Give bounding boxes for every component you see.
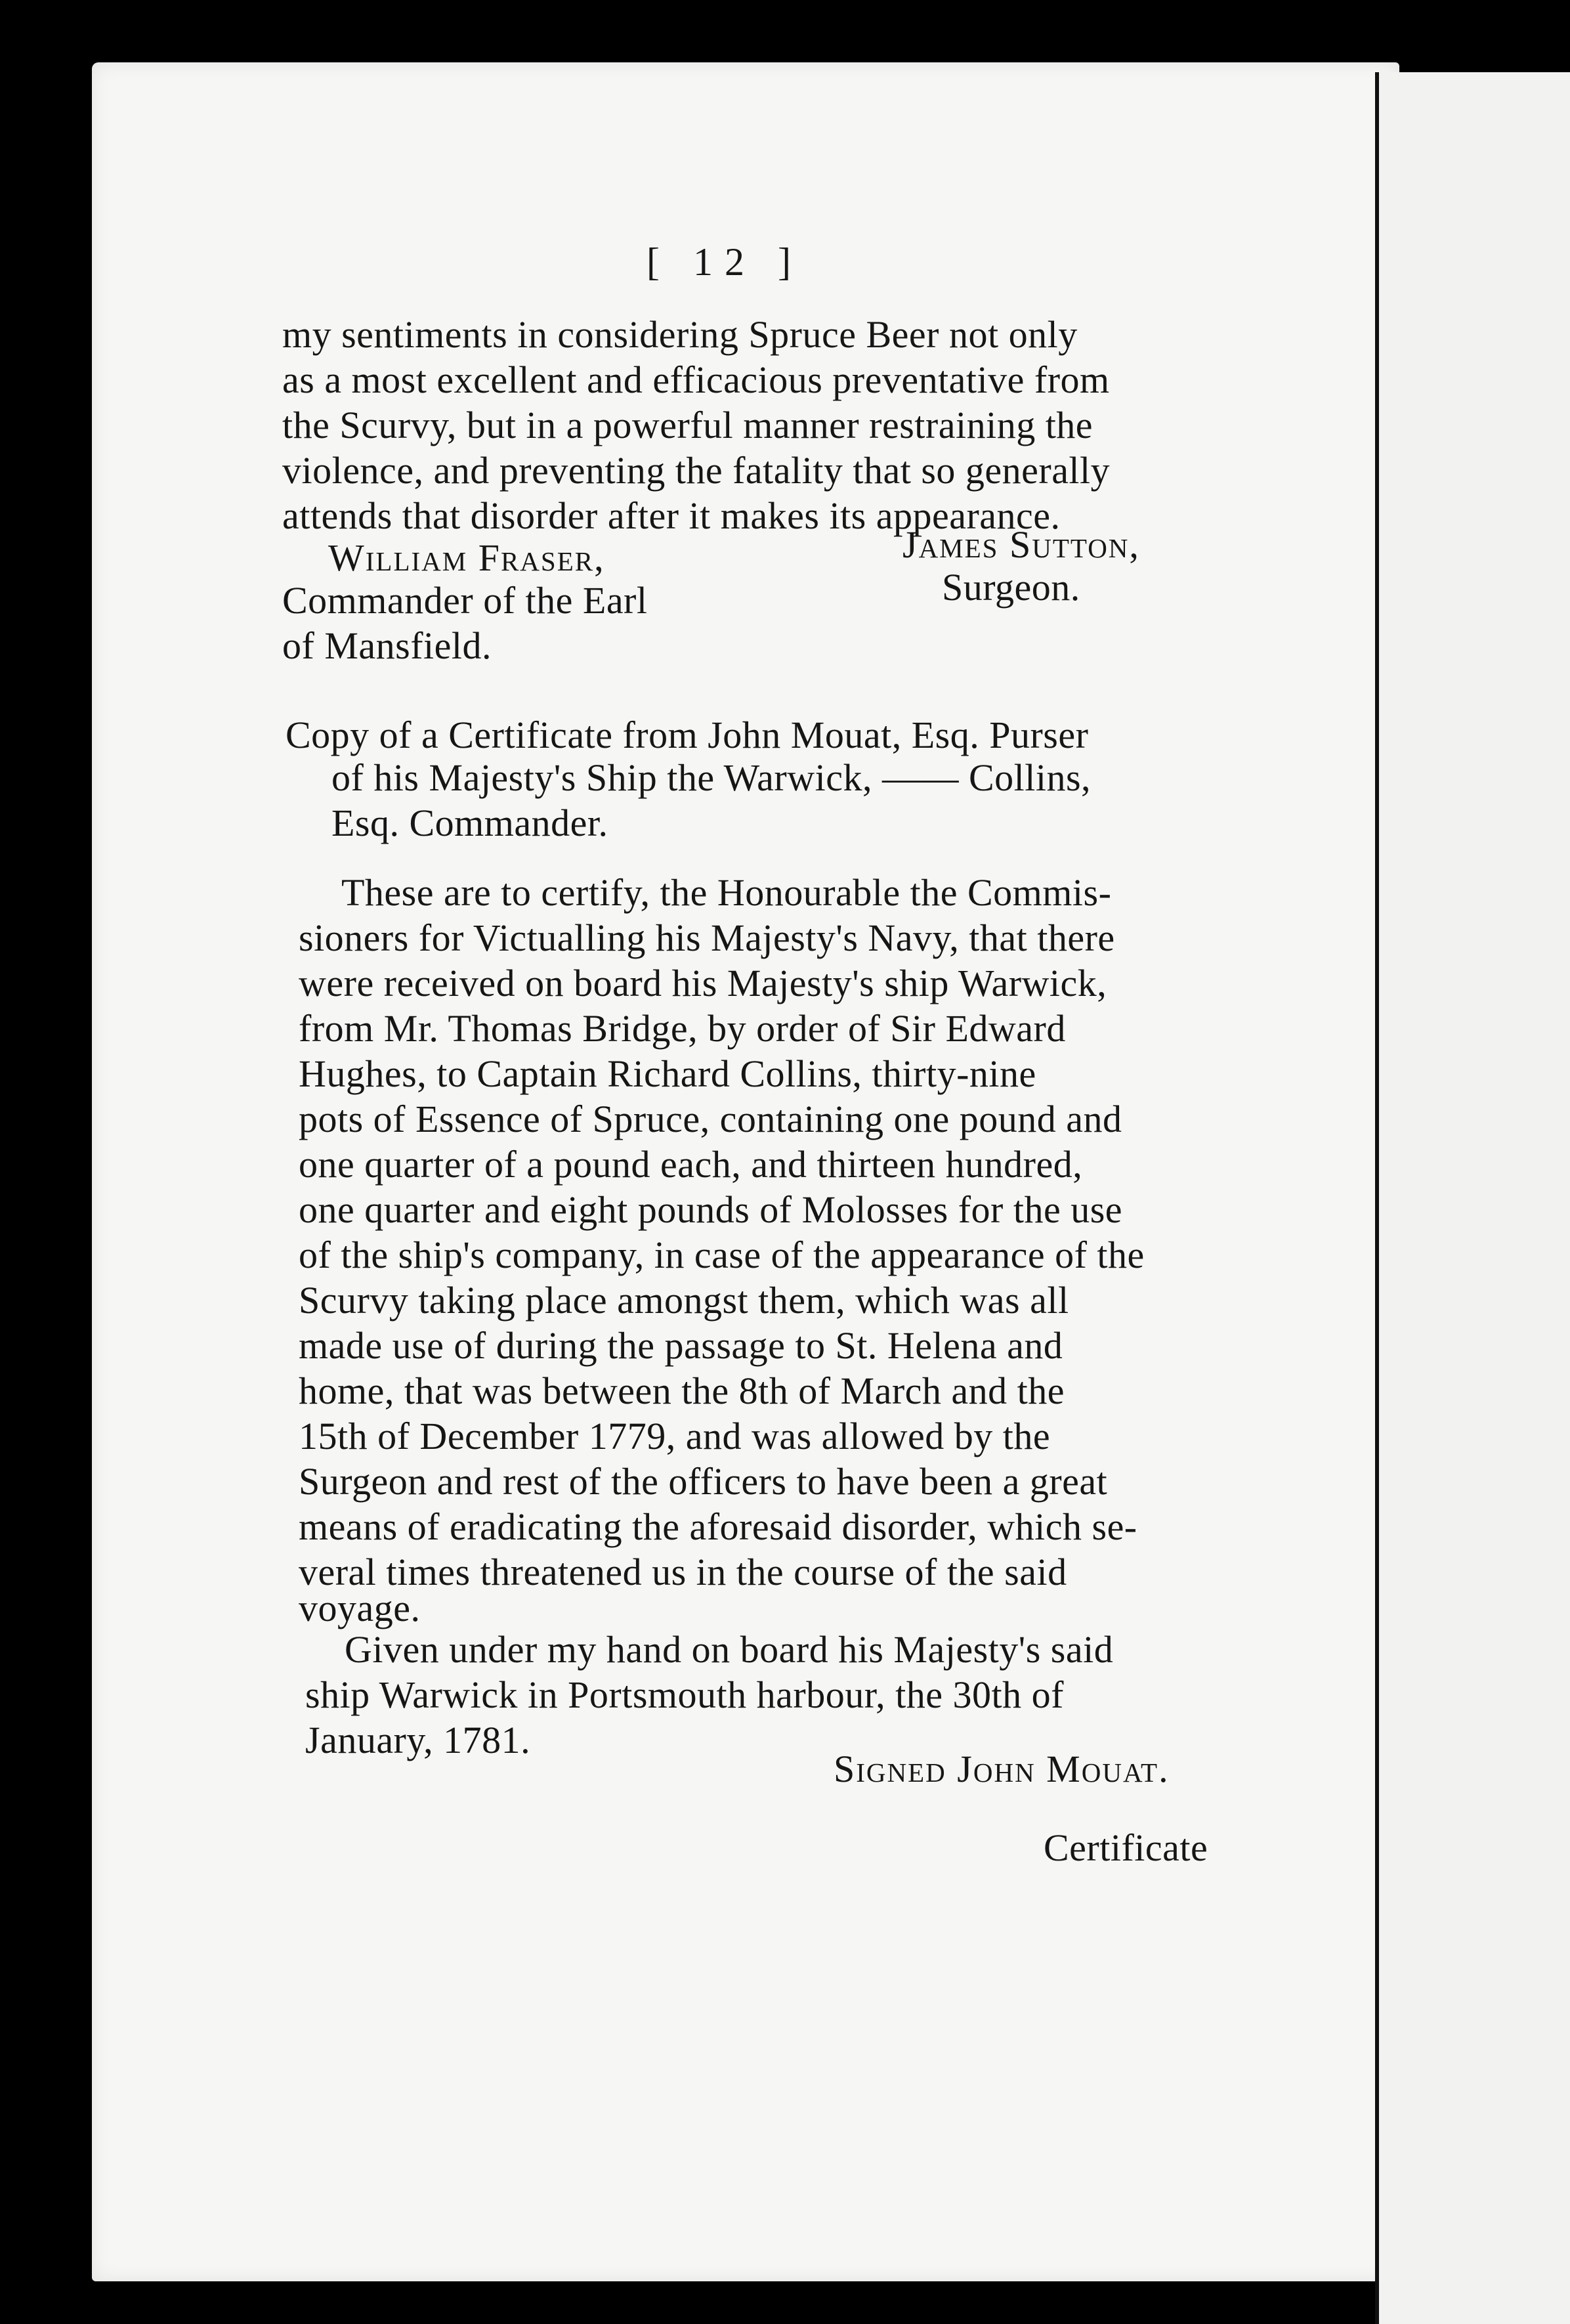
paragraph-line: Hughes, to Captain Richard Collins, thirty-nine (299, 1052, 1036, 1095)
signature-left-title: of Mansfield. (282, 624, 492, 667)
certificate-heading: of his Majesty's Ship the Warwick, —— Collins, (331, 756, 1092, 799)
paragraph-line: These are to certify, the Honourable the Commis- (341, 871, 1112, 914)
paragraph-line: January, 1781. (305, 1719, 531, 1761)
paragraph-line: pots of Essence of Spruce, containing one pound and (299, 1098, 1122, 1140)
paragraph-line: voyage. (299, 1587, 421, 1629)
paragraph-line: of the ship's company, in case of the appearance of the (299, 1234, 1145, 1276)
paragraph-line: Surgeon and rest of the officers to have been a great (299, 1460, 1108, 1503)
certificate-heading: Esq. Commander. (331, 802, 608, 844)
adjacent-page-edge (1375, 72, 1570, 2324)
paragraph-line: were received on board his Majesty's ship Warwick, (299, 962, 1107, 1004)
paragraph-line: 15th of December 1779, and was allowed by the (299, 1415, 1051, 1457)
paragraph-line: Scurvy taking place amongst them, which was all (299, 1279, 1069, 1322)
paragraph-line: means of eradicating the aforesaid disorder, which se- (299, 1505, 1137, 1548)
paragraph-line: from Mr. Thomas Bridge, by order of Sir Edward (299, 1007, 1066, 1050)
paragraph-line: made use of during the passage to St. Helena and (299, 1324, 1063, 1367)
catchword: Certificate (1044, 1826, 1208, 1869)
signature-left-name: William Fraser, (328, 536, 605, 579)
paragraph-line: home, that was between the 8th of March and the (299, 1369, 1065, 1412)
paragraph-line: violence, and preventing the fatality that so generally (282, 449, 1111, 492)
paragraph-line: sioners for Victualling his Majesty's Navy, that there (299, 916, 1115, 959)
certificate-heading: Copy of a Certificate from John Mouat, Esq. Purser (286, 714, 1089, 756)
paragraph-line: veral times threatened us in the course of the said (299, 1551, 1067, 1593)
paragraph-line: one quarter of a pound each, and thirteen hundred, (299, 1143, 1083, 1186)
signature-left-title: Commander of the Earl (282, 579, 648, 622)
signature-right-title: Surgeon. (942, 566, 1080, 609)
signed-line: Signed John Mouat. (834, 1748, 1170, 1790)
paragraph-line: my sentiments in considering Spruce Beer not only (282, 313, 1078, 356)
paragraph-line: as a most excellent and efficacious preventative from (282, 358, 1110, 401)
paragraph-line: attends that disorder after it makes its appearance. (282, 494, 1061, 537)
paragraph-line: one quarter and eight pounds of Molosses for the use (299, 1188, 1123, 1231)
page-number: [ 12 ] (647, 240, 803, 284)
paragraph-line: ship Warwick in Portsmouth harbour, the 30th of (305, 1673, 1064, 1716)
paragraph-line: Given under my hand on board his Majesty's said (345, 1628, 1114, 1671)
paragraph-line: the Scurvy, but in a powerful manner restraining the (282, 404, 1093, 446)
signature-right-name: James Sutton, (902, 523, 1140, 566)
